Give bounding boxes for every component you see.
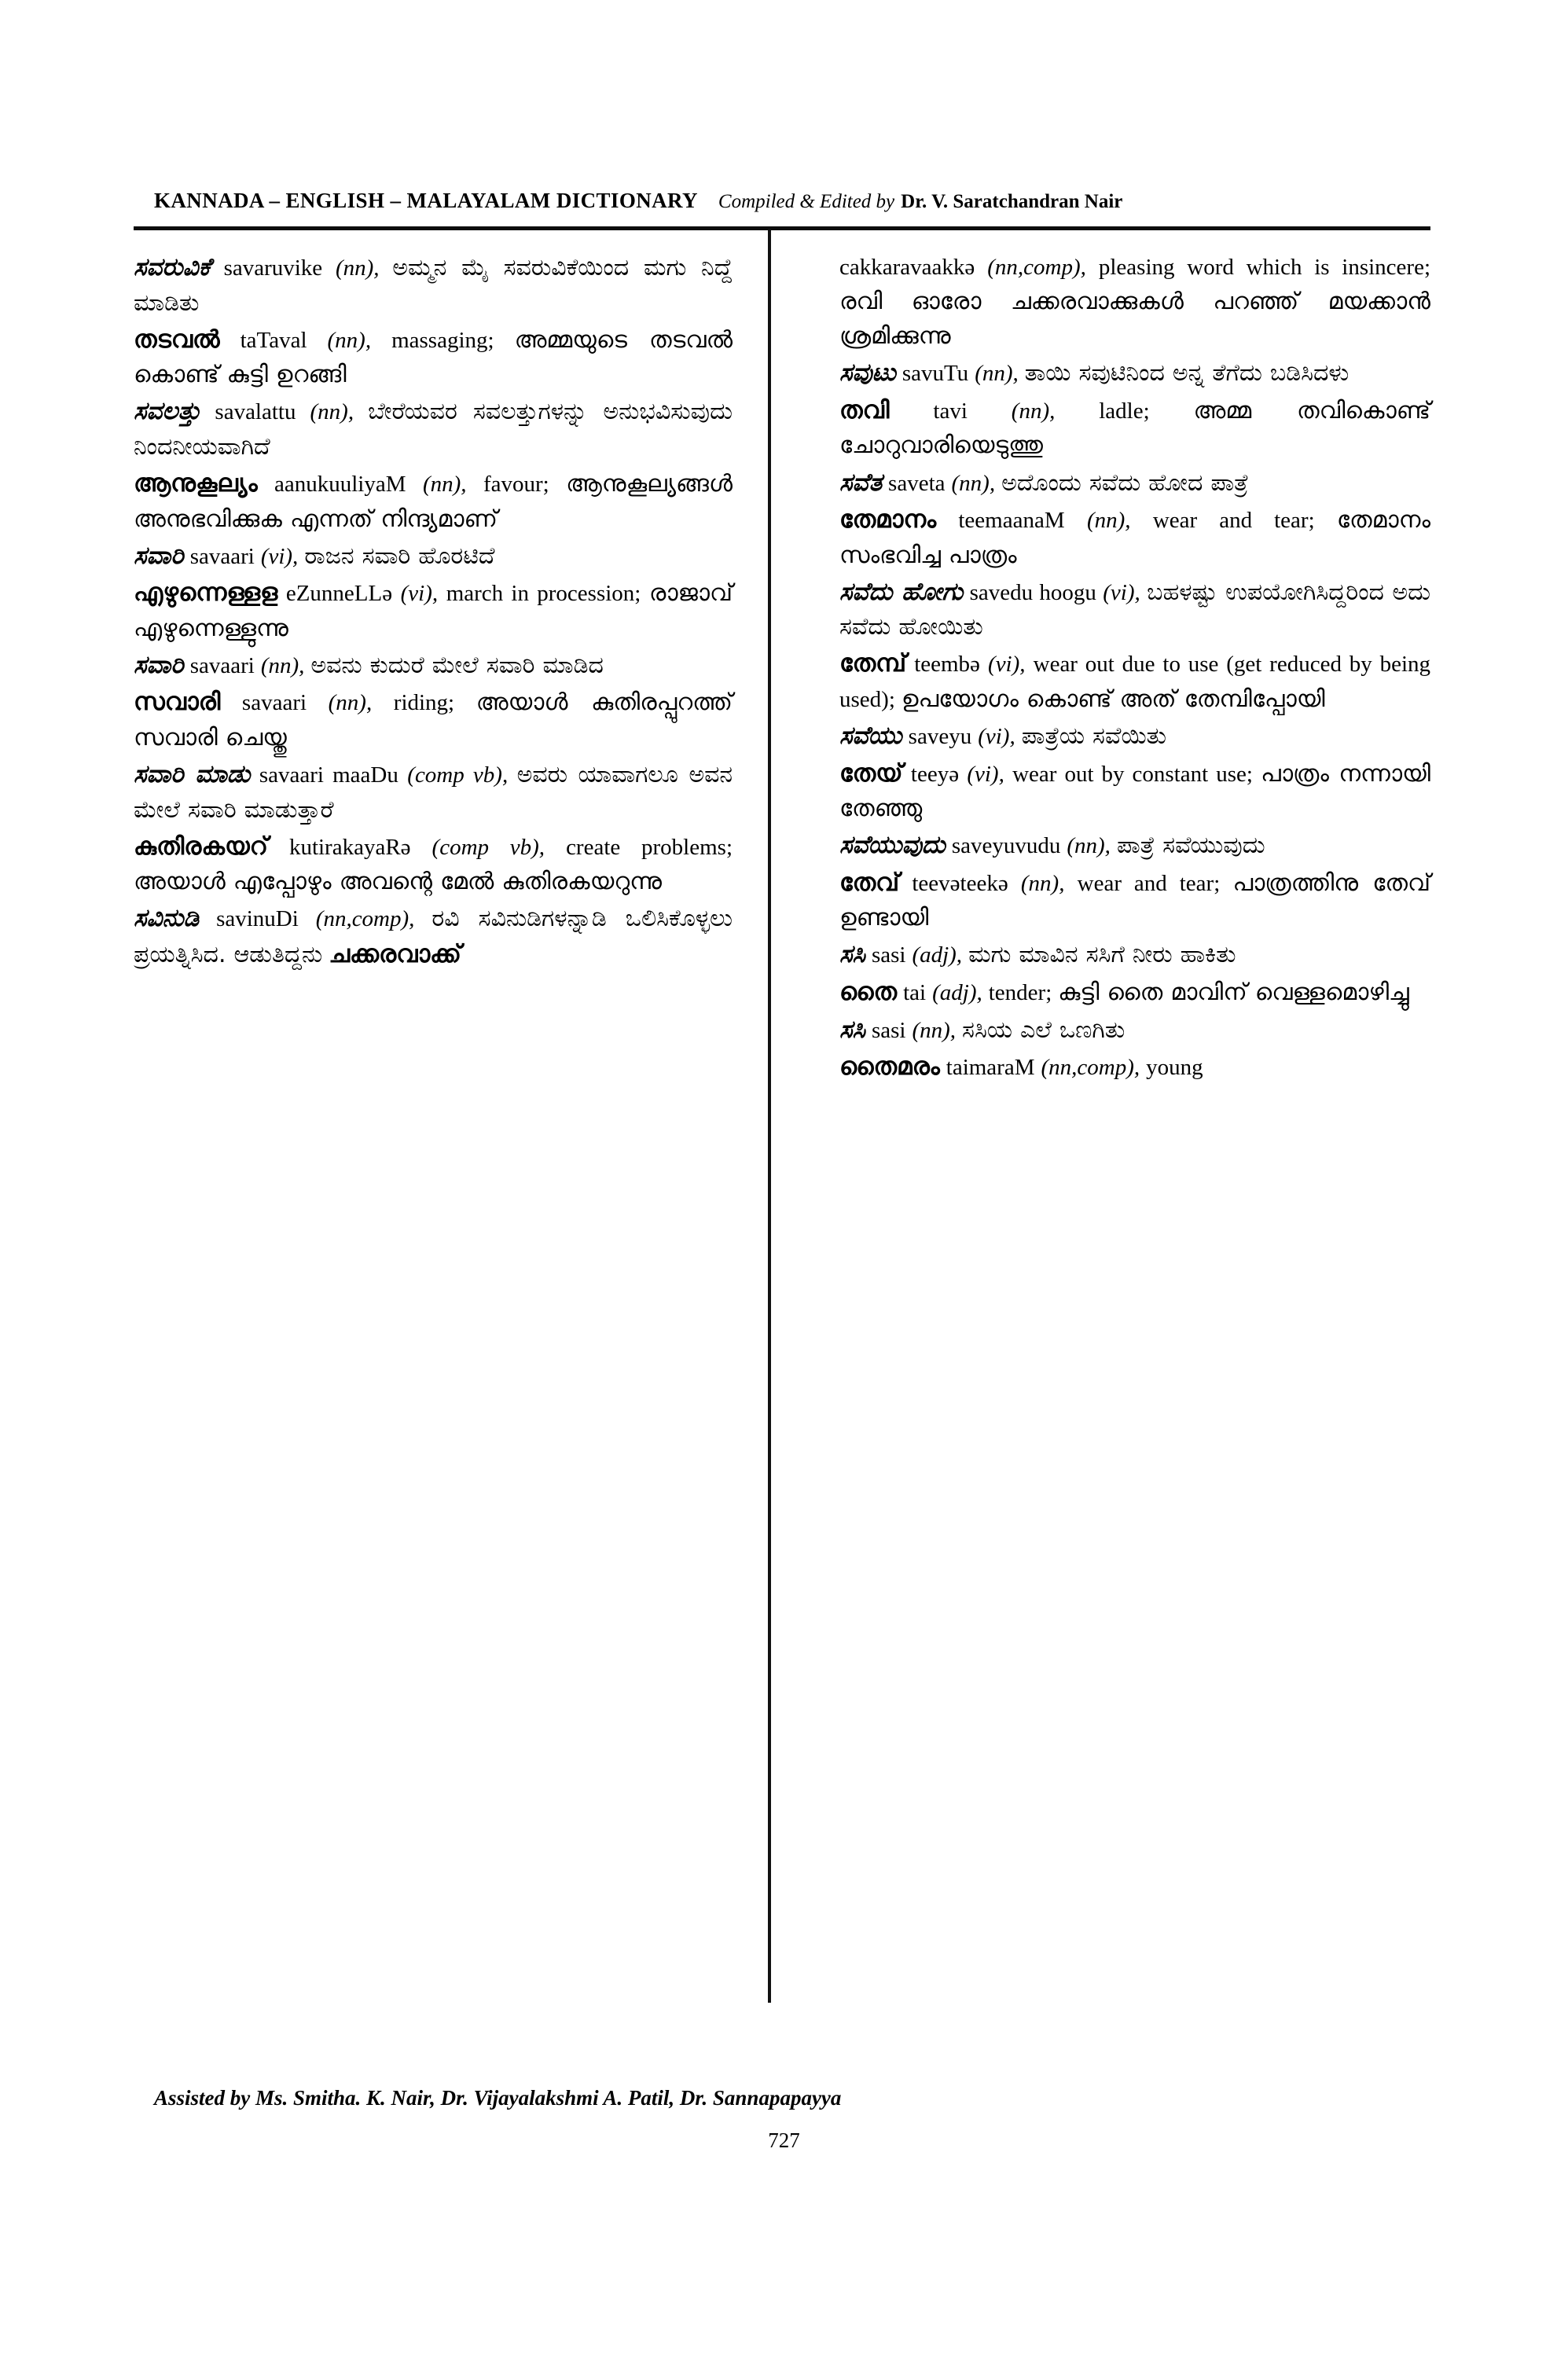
author-name: Dr. V. Saratchandran Nair bbox=[901, 191, 1123, 212]
part-of-speech: (vi), bbox=[400, 581, 439, 607]
malayalam-example: ഉപയോഗം കൊണ്ട് അത് തേമ്പിപ്പോയി bbox=[901, 685, 1325, 713]
malayalam-example: പാത്രത്തിനു തേവ് ഉണ്ടായി bbox=[839, 869, 1431, 932]
kannada-headword: ಸವೆಯು bbox=[839, 722, 902, 751]
malayalam-headword: തൈമരം bbox=[839, 1052, 940, 1082]
part-of-speech: (nn), bbox=[1020, 870, 1065, 896]
transliteration: saveyuvudu bbox=[951, 833, 1061, 859]
kannada-example: ಅಮ್ಮನ ಮೈ ಸವರುವಿಕೆಯಿಂದ ಮಗು ನಿದ್ದೆ ಮಾಡಿತು bbox=[134, 254, 733, 317]
kannada-headword: ಸವೆದು ಹೋಗು bbox=[839, 577, 964, 606]
kannada-example: ಅದೊಂದು ಸವೆದು ಹೋದ ಪಾತ್ರೆ bbox=[1001, 468, 1249, 497]
part-of-speech: (nn), bbox=[328, 690, 373, 716]
transliteration: teemaanaM bbox=[958, 508, 1065, 534]
part-of-speech: (nn), bbox=[422, 471, 467, 497]
english-gloss: tender; bbox=[988, 980, 1052, 1006]
kannada-example: ರವಿ ಸವಿನುಡಿಗಳನ್ನಾಡಿ ಒಲಿಸಿಕೊಳ್ಳಲು ಪ್ರಯತ್ನಿಸಿದ. ಆಡುತಿದ್ದನು bbox=[134, 905, 733, 968]
english-gloss: ladle; bbox=[1099, 398, 1150, 424]
english-gloss: favour; bbox=[483, 471, 549, 497]
dictionary-entry bbox=[839, 718, 1430, 755]
transliteration: cakkaravaakkə bbox=[839, 255, 975, 280]
transliteration: tavi bbox=[933, 398, 968, 424]
part-of-speech: (adj), bbox=[912, 942, 963, 968]
transliteration: savedu hoogu bbox=[969, 579, 1096, 605]
dictionary-entry bbox=[134, 757, 733, 828]
kannada-example: ಅವರು ಯಾವಾಗಲೂ ಅವನ ಮೇಲೆ ಸವಾರಿ ಮಾಡುತ್ತಾರೆ bbox=[134, 761, 733, 824]
malayalam-headword: സവാരി bbox=[134, 688, 221, 717]
kannada-headword: ಸವಲತ್ತು bbox=[134, 397, 201, 426]
columns-container bbox=[134, 250, 1430, 2003]
transliteration: savaari bbox=[189, 543, 255, 569]
dictionary-entry bbox=[134, 648, 733, 684]
left-column bbox=[134, 250, 739, 2003]
part-of-speech: (nn), bbox=[260, 652, 305, 678]
dictionary-entry bbox=[839, 937, 1430, 973]
transliteration: teembə bbox=[914, 652, 980, 678]
dictionary-entry bbox=[839, 756, 1430, 827]
transliteration: savaari bbox=[241, 690, 307, 716]
dictionary-entry bbox=[134, 394, 733, 465]
dictionary-entry bbox=[839, 575, 1430, 645]
part-of-speech: (comp vb), bbox=[431, 834, 545, 860]
transliteration: kutirakayaRə bbox=[288, 834, 411, 860]
transliteration: savalattu bbox=[215, 399, 296, 425]
dictionary-entry bbox=[134, 538, 733, 575]
part-of-speech: (nn), bbox=[975, 361, 1019, 387]
transliteration: savinuDi bbox=[216, 906, 299, 932]
malayalam-example: രാജാവ് എഴുന്നെള്ളുന്നു bbox=[134, 579, 733, 642]
kannada-headword: ಸಸಿ bbox=[839, 940, 865, 969]
malayalam-headword: തേമ്പ് bbox=[839, 649, 907, 678]
header-rule bbox=[134, 226, 1430, 230]
part-of-speech: (comp vb), bbox=[407, 762, 509, 788]
transliteration: taimaraM bbox=[946, 1055, 1035, 1081]
malayalam-headword: തേയ് bbox=[839, 758, 903, 788]
dictionary-entry bbox=[839, 975, 1430, 1011]
dictionary-entry bbox=[134, 466, 733, 537]
dictionary-entry bbox=[134, 685, 733, 755]
kannada-headword: ಸವುಟು bbox=[839, 358, 896, 387]
transliteration: teevəteekə bbox=[912, 870, 1008, 896]
part-of-speech: (nn), bbox=[1067, 833, 1111, 859]
malayalam-example: പാത്രം നന്നായി തേഞ്ഞു bbox=[839, 759, 1431, 823]
part-of-speech: (adj), bbox=[932, 980, 982, 1006]
dictionary-entry bbox=[134, 250, 733, 321]
kannada-headword: ಸವಾರಿ bbox=[134, 650, 184, 679]
english-gloss: massaging; bbox=[391, 327, 494, 353]
transliteration: eZunneLLə bbox=[285, 581, 393, 607]
english-gloss: march in procession; bbox=[446, 581, 641, 607]
dictionary-entry bbox=[839, 393, 1430, 464]
part-of-speech: (nn), bbox=[912, 1017, 957, 1043]
dictionary-entry bbox=[839, 646, 1430, 717]
malayalam-headword: തവി bbox=[839, 395, 890, 424]
malayalam-example: അമ്മ തവികൊണ്ട് ചോറുവാരിയെടുത്തു bbox=[839, 396, 1431, 460]
part-of-speech: (nn), bbox=[1011, 398, 1056, 424]
transliteration: savaruvike bbox=[223, 255, 323, 281]
part-of-speech: (vi), bbox=[988, 652, 1026, 678]
kannada-example: ಪಾತ್ರೆಯ ಸವೆಯಿತು bbox=[1021, 722, 1167, 751]
dictionary-entry bbox=[134, 575, 733, 646]
transliteration: aanukuuliyaM bbox=[274, 471, 406, 497]
part-of-speech: (nn,comp), bbox=[987, 255, 1086, 280]
part-of-speech: (vi), bbox=[1103, 579, 1140, 605]
kannada-example: ಅವನು ಕುದುರೆ ಮೇಲೆ ಸವಾರಿ ಮಾಡಿದ bbox=[310, 651, 604, 679]
malayalam-headword: തൈ bbox=[839, 978, 898, 1007]
malayalam-headword: ആനുകൂല്യം bbox=[134, 468, 258, 498]
kannada-example: ಮಗು ಮಾವಿನ ಸಸಿಗೆ ನೀರು ಹಾಕಿತು bbox=[968, 941, 1236, 969]
right-column bbox=[825, 250, 1430, 2003]
kannada-headword: ಸವಾರಿ ಮಾಡು bbox=[134, 760, 251, 789]
malayalam-headword: തടവൽ bbox=[134, 325, 220, 354]
malayalam-example: രവി ഓരോ ചക്കരവാക്കുകൾ പറഞ്ഞ് മയക്കാൻ ശ്രമിക്കുന്നു bbox=[839, 288, 1430, 351]
part-of-speech: (nn), bbox=[310, 399, 354, 425]
kannada-example: ಬೇರೆಯವರ ಸವಲತ್ತುಗಳನ್ನು ಅನುಭವಿಸುವುದು ನಿಂದನೀಯವಾಗಿದೆ bbox=[134, 398, 733, 461]
kannada-headword: ಸವಿನುಡಿ bbox=[134, 904, 200, 933]
compiled-by-label: Compiled & Edited by bbox=[718, 191, 895, 212]
malayalam-example: കുട്ടി തൈ മാവിന് വെള്ളമൊഴിച്ചു bbox=[1058, 979, 1409, 1007]
dictionary-entry bbox=[134, 901, 733, 972]
malayalam-example: അമ്മയുടെ തടവൽ കൊണ്ട് കുട്ടി ഉറങ്ങി bbox=[134, 325, 733, 389]
malayalam-example: തേമാനം സംഭവിച്ച പാത്രം bbox=[839, 506, 1431, 569]
kannada-headword: ಸವಾರಿ bbox=[134, 541, 184, 570]
transliteration: taTaval bbox=[240, 327, 307, 353]
dictionary-entry bbox=[839, 1012, 1430, 1049]
transliteration: savaari maaDu bbox=[259, 762, 398, 788]
assisted-by-note: Assisted by Ms. Smitha. K. Nair, Dr. Vijayalakshmi A. Patil, Dr. Sannapapayya bbox=[154, 2086, 842, 2110]
english-gloss: wear and tear; bbox=[1077, 870, 1221, 896]
transliteration: sasi bbox=[871, 1017, 906, 1043]
page-number: 727 bbox=[768, 2128, 800, 2152]
english-gloss: young bbox=[1146, 1055, 1203, 1081]
transliteration: saveyu bbox=[908, 724, 972, 750]
malayalam-example: അയാൾ കുതിരപ്പുറത്ത് സവാരി ചെയ്തു bbox=[134, 689, 733, 751]
malayalam-example: അയാൾ എപ്പോഴും അവന്റെ മേൽ കുതിരകയറുന്നു bbox=[134, 868, 662, 896]
part-of-speech: (vi), bbox=[978, 724, 1015, 750]
english-gloss: wear and tear; bbox=[1152, 508, 1315, 534]
kannada-headword: ಸವರುವಿಕೆ bbox=[134, 253, 211, 281]
kannada-example: ಸಸಿಯ ಎಲೆ ಒಣಗಿತು bbox=[962, 1016, 1126, 1044]
dictionary-entry bbox=[839, 250, 1430, 354]
english-gloss: pleasing word which is insincere; bbox=[1098, 255, 1430, 280]
part-of-speech: (vi), bbox=[967, 761, 1004, 787]
part-of-speech: (nn,comp), bbox=[315, 906, 415, 932]
malayalam-headword: ചക്കരവാക്ക് bbox=[329, 939, 461, 968]
english-gloss: wear out by constant use; bbox=[1012, 761, 1253, 787]
malayalam-headword: കുതിരകയറ് bbox=[134, 832, 268, 861]
malayalam-headword: തേമാനം bbox=[839, 505, 937, 534]
dictionary-entry bbox=[839, 828, 1430, 864]
english-gloss: wear out due to use (get reduced by being used); bbox=[839, 652, 1431, 712]
dictionary-entry bbox=[134, 829, 733, 900]
dictionary-entry bbox=[134, 322, 733, 393]
part-of-speech: (nn), bbox=[335, 255, 380, 281]
kannada-headword: ಸವೆಯುವುದು bbox=[839, 831, 946, 860]
part-of-speech: (vi), bbox=[260, 543, 299, 569]
dictionary-title: KANNADA – ENGLISH – MALAYALAM DICTIONARY bbox=[154, 189, 698, 212]
transliteration: savaari bbox=[189, 652, 255, 678]
transliteration: saveta bbox=[888, 470, 946, 496]
part-of-speech: (nn), bbox=[327, 327, 372, 353]
transliteration: savuTu bbox=[902, 361, 969, 387]
part-of-speech: (nn,comp), bbox=[1041, 1055, 1140, 1081]
dictionary-entry bbox=[839, 465, 1430, 501]
running-head bbox=[154, 189, 1419, 213]
malayalam-example: ആനുകൂല്യങ്ങൾ അനുഭവിക്കുക എന്നത് നിന്ദ്യമാണ് bbox=[134, 469, 733, 533]
dictionary-entry bbox=[839, 865, 1430, 936]
part-of-speech: (nn), bbox=[951, 470, 996, 496]
kannada-example: ರಾಜನ ಸವಾರಿ ಹೊರಟಿದೆ bbox=[304, 542, 495, 570]
malayalam-headword: എഴുന്നെള്ളള bbox=[134, 578, 278, 608]
transliteration: sasi bbox=[871, 942, 906, 968]
part-of-speech: (nn), bbox=[1086, 508, 1131, 534]
dictionary-entry bbox=[839, 1049, 1430, 1085]
malayalam-headword: തേവ് bbox=[839, 868, 900, 897]
kannada-example: ತಾಯಿ ಸವುಟಿನಿಂದ ಅನ್ನ ತೆಗೆದು ಬಡಿಸಿದಳು bbox=[1024, 359, 1350, 387]
english-gloss: create problems; bbox=[566, 834, 733, 860]
transliteration: tai bbox=[903, 980, 927, 1006]
english-gloss: riding; bbox=[393, 690, 455, 716]
kannada-example: ಪಾತ್ರೆ ಸವೆಯುವುದು bbox=[1116, 832, 1265, 860]
dictionary-entry bbox=[839, 502, 1430, 573]
transliteration: teeyə bbox=[910, 761, 960, 787]
dictionary-entry bbox=[839, 355, 1430, 391]
kannada-headword: ಸವೆತ bbox=[839, 468, 883, 497]
kannada-example: ಬಹಳಷ್ಟು ಉಪಯೋಗಿಸಿದ್ದರಿಂದ ಅದು ಸವೆದು ಹೋಯಿತು bbox=[839, 578, 1431, 641]
kannada-headword: ಸಸಿ bbox=[839, 1015, 865, 1044]
